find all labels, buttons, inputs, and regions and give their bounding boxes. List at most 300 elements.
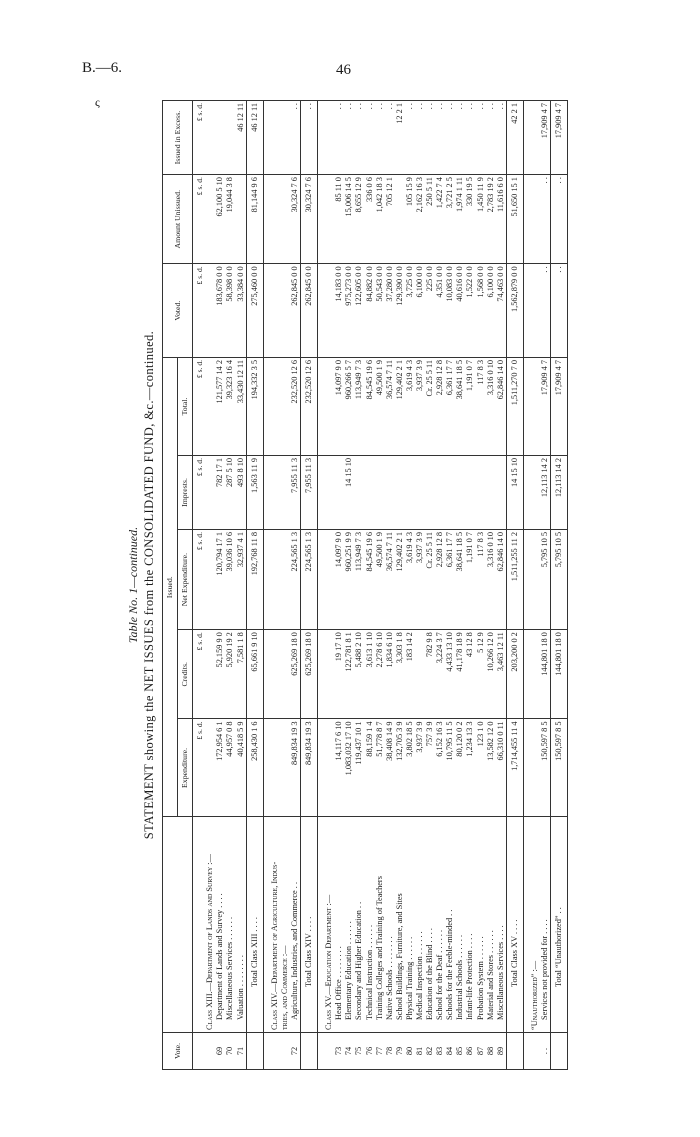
issued-in-excess-cell: . . — [486, 101, 496, 175]
issued-in-excess-cell: . . — [415, 101, 425, 175]
credits-cell: 4,433 13 10 — [445, 630, 455, 719]
voted-cell: 1,522 0 0 — [465, 264, 475, 358]
total-cell — [280, 357, 290, 455]
credits-cell: 19 17 10 — [334, 630, 344, 719]
description-cell: Department of Lands and Survey . . . . — [215, 817, 225, 1033]
table-body — [193, 101, 568, 1070]
issued-in-excess-cell: 17,909 4 7 — [540, 101, 551, 175]
expenditure-cell: 6,152 16 3 — [435, 719, 445, 817]
credits-cell — [205, 630, 215, 719]
table-title: Table No. 1—continued. — [126, 526, 140, 644]
header-vote: Vote. — [163, 1032, 193, 1069]
issued-in-excess-cell: 42 2 1 — [506, 101, 523, 175]
description-cell: Material and Stores . . . . . . — [486, 817, 496, 1033]
vote-cell: 80 — [405, 1032, 415, 1069]
description-cell: Education of the Blind . . . . — [425, 817, 435, 1033]
vote-cell: 86 — [465, 1032, 475, 1069]
voted-cell: . . — [540, 264, 551, 358]
expenditure-cell: 3,937 3 9 — [415, 719, 425, 817]
total-cell: 2,928 12 8 — [435, 357, 445, 455]
imprests-cell: 12,113 14 2 — [540, 455, 551, 529]
description-cell: Training Colleges and Training of Teachers — [375, 817, 385, 1033]
voted-cell: 6,100 0 0 — [415, 264, 425, 358]
vote-cell: 83 — [435, 1032, 445, 1069]
total-cell — [530, 357, 540, 455]
vote-cell: 69 — [215, 1032, 225, 1069]
imprests-cell — [465, 455, 475, 529]
voted-cell: 37,280 0 0 — [385, 264, 395, 358]
issued-in-excess-cell: . . — [445, 101, 455, 175]
issued-in-excess-cell: . . — [476, 101, 486, 175]
amount-unissued-cell: 51,650 15 1 — [506, 175, 523, 264]
imprests-cell: 14 15 10 — [506, 455, 523, 529]
vote-cell: 73 — [334, 1032, 344, 1069]
total-row — [301, 101, 318, 1070]
vote-cell: . . — [540, 1032, 551, 1069]
units-cell: £ s. d. — [193, 357, 206, 455]
expenditure-cell: 40,418 5 9 — [236, 719, 247, 817]
total-cell: 49,500 1 9 — [375, 357, 385, 455]
amount-unissued-cell — [236, 175, 247, 264]
total-row — [246, 101, 263, 1070]
imprests-cell — [324, 455, 334, 529]
expenditure-cell: 10,795 11 5 — [445, 719, 455, 817]
voted-cell: 40,616 0 0 — [455, 264, 465, 358]
voted-cell: 50,543 0 0 — [375, 264, 385, 358]
voted-cell: 58,398 0 0 — [225, 264, 235, 358]
section-heading-row — [280, 101, 290, 1070]
voted-cell: 122,605 0 0 — [354, 264, 364, 358]
net-expenditure-cell — [270, 530, 280, 630]
net-expenditure-cell: 32,937 4 1 — [236, 530, 247, 630]
imprests-cell — [375, 455, 385, 529]
issued-in-excess-cell: . . — [365, 101, 375, 175]
description-cell: Native Schools . . . . . . . . — [385, 817, 395, 1033]
total-cell: 36,574 7 11 — [385, 357, 395, 455]
total-row — [506, 101, 523, 1070]
net-expenditure-cell — [205, 530, 215, 630]
credits-cell: 43 12 8 — [465, 630, 475, 719]
imprests-cell — [425, 455, 435, 529]
voted-cell: 183,678 0 0 — [215, 264, 225, 358]
total-cell: 62,846 14 0 — [496, 357, 507, 455]
amount-unissued-cell: 30,324 7 6 — [301, 175, 318, 264]
amount-unissued-cell: 2,783 19 2 — [486, 175, 496, 264]
net-expenditure-cell: 117 8 3 — [476, 530, 486, 630]
expenditure-cell: 80,120 0 2 — [455, 719, 465, 817]
description-cell: Services not provided for . . . . — [540, 817, 551, 1033]
vote-cell: 84 — [445, 1032, 455, 1069]
table-row — [395, 101, 405, 1070]
total-cell: 3,316 0 10 — [486, 357, 496, 455]
amount-unissued-cell: 85 11 0 — [334, 175, 344, 264]
vote-cell: 81 — [415, 1032, 425, 1069]
credits-cell — [415, 630, 425, 719]
description-cell: Medical Inspection . . . . . . — [415, 817, 425, 1033]
issued-in-excess-cell: 17,909 4 7 — [551, 101, 568, 175]
expenditure-cell: 1,714,455 11 4 — [506, 719, 523, 817]
issued-in-excess-cell: . . — [425, 101, 435, 175]
amount-unissued-cell: 11,616 6 0 — [496, 175, 507, 264]
amount-unissued-cell: 336 0 6 — [365, 175, 375, 264]
issued-in-excess-cell: 12 2 1 — [395, 101, 405, 175]
expenditure-cell: 119,437 10 1 — [354, 719, 364, 817]
imprests-cell — [280, 455, 290, 529]
total-cell: 14,097 9 0 — [334, 357, 344, 455]
total-cell: 232,520 12 6 — [301, 357, 318, 455]
imprests-cell — [445, 455, 455, 529]
units-row — [193, 101, 206, 1070]
amount-unissued-cell: 62,100 5 10 — [215, 175, 225, 264]
voted-cell: 6,100 0 0 — [486, 264, 496, 358]
vote-cell — [301, 1032, 318, 1069]
vote-cell — [246, 1032, 263, 1069]
issued-in-excess-cell: . . — [385, 101, 395, 175]
total-cell: 3,619 4 3 — [405, 357, 415, 455]
credits-cell — [270, 630, 280, 719]
voted-cell: 33,384 0 0 — [236, 264, 247, 358]
credits-cell: 144,801 18 0 — [540, 630, 551, 719]
issued-in-excess-cell: . . — [465, 101, 475, 175]
vote-cell: 77 — [375, 1032, 385, 1069]
net-expenditure-cell: 1,511,255 11 2 — [506, 530, 523, 630]
table-row — [540, 101, 551, 1070]
issued-in-excess-cell — [215, 101, 225, 175]
total-cell: 1,191 0 7 — [465, 357, 475, 455]
net-expenditure-cell — [530, 530, 540, 630]
expenditure-cell: 172,954 6 1 — [215, 719, 225, 817]
vote-cell — [324, 1032, 334, 1069]
table-row — [236, 101, 247, 1070]
net-expenditure-cell: 129,402 2 1 — [395, 530, 405, 630]
credits-cell: 625,269 18 0 — [290, 630, 301, 719]
voted-cell — [530, 264, 540, 358]
expenditure-cell: 14,117 6 10 — [334, 719, 344, 817]
voted-cell: 4,351 0 0 — [435, 264, 445, 358]
vote-cell: 71 — [236, 1032, 247, 1069]
voted-cell: 129,390 0 0 — [395, 264, 405, 358]
voted-cell — [324, 264, 334, 358]
issued-in-excess-cell: . . — [455, 101, 465, 175]
credits-cell: 2,278 6 10 — [375, 630, 385, 719]
imprests-cell: 7,955 11 3 — [301, 455, 318, 529]
description-cell: Probation System . . . . . . — [476, 817, 486, 1033]
net-expenditure-cell: 84,545 19 6 — [365, 530, 375, 630]
description-cell: Valuation . . . . . . . . — [236, 817, 247, 1033]
voted-cell — [280, 264, 290, 358]
total-cell: 194,332 3 5 — [246, 357, 263, 455]
voted-cell: 84,882 0 0 — [365, 264, 375, 358]
issued-in-excess-cell: 46 12 11 — [236, 101, 247, 175]
imprests-cell — [530, 455, 540, 529]
credits-cell: 5,488 2 10 — [354, 630, 364, 719]
amount-unissued-cell: 105 15 9 — [405, 175, 415, 264]
expenditure-cell: 123 1 0 — [476, 719, 486, 817]
table-row — [465, 101, 475, 1070]
issued-in-excess-cell: . . — [354, 101, 364, 175]
imprests-cell — [405, 455, 415, 529]
net-expenditure-cell: 3,937 3 9 — [415, 530, 425, 630]
voted-cell: 225 0 0 — [425, 264, 435, 358]
header-issued: Issued. — [163, 357, 178, 816]
amount-unissued-cell: 19,044 3 8 — [225, 175, 235, 264]
description-cell: Miscellaneous Services . . . . . . — [225, 817, 235, 1033]
vote-cell — [270, 1032, 280, 1069]
header-imprests: Imprests. — [178, 455, 193, 529]
imprests-cell — [476, 455, 486, 529]
imprests-cell — [395, 455, 405, 529]
table-row — [455, 101, 465, 1070]
table-row — [385, 101, 395, 1070]
issued-in-excess-cell: . . — [435, 101, 445, 175]
header-voted: Voted. — [163, 264, 193, 358]
imprests-cell: 493 8 10 — [236, 455, 247, 529]
imprests-cell: 7,955 11 3 — [290, 455, 301, 529]
page-number: 46 — [336, 62, 351, 78]
expenditure-cell: 1,083,032 17 10 — [344, 719, 354, 817]
voted-cell: 275,460 0 0 — [246, 264, 263, 358]
voted-cell: 262,845 0 0 — [290, 264, 301, 358]
description-cell: Agriculture, Industries, and Commerce . . — [290, 817, 301, 1033]
statement-title: STATEMENT showing the NET ISSUES from the CONSOLIDATED FUND, &c.—continued. — [142, 330, 156, 840]
amount-unissued-cell — [280, 175, 290, 264]
table-row — [486, 101, 496, 1070]
credits-cell: 3,613 1 10 — [365, 630, 375, 719]
amount-unissued-cell: 30,324 7 6 — [290, 175, 301, 264]
vote-cell: 78 — [385, 1032, 395, 1069]
issued-in-excess-cell: 46 12 11 — [246, 101, 263, 175]
net-expenditure-cell: 960,251 9 9 — [344, 530, 354, 630]
issued-in-excess-cell — [324, 101, 334, 175]
voted-cell: 10,083 0 0 — [445, 264, 455, 358]
amount-unissued-cell — [530, 175, 540, 264]
net-expenditure-cell: 39,036 10 6 — [225, 530, 235, 630]
printer-mark: ς — [95, 95, 100, 109]
description-cell: “Unauthorized” :— — [530, 817, 540, 1033]
table-row — [425, 101, 435, 1070]
description-cell: Physical Training . . . . . . — [405, 817, 415, 1033]
issued-in-excess-cell — [270, 101, 280, 175]
total-cell: 1,511,270 7 0 — [506, 357, 523, 455]
total-cell: 113,949 7 3 — [354, 357, 364, 455]
voted-cell: . . — [551, 264, 568, 358]
net-expenditure-cell: 113,949 7 3 — [354, 530, 364, 630]
credits-cell: 3,224 3 7 — [435, 630, 445, 719]
units-cell: £ s. d. — [193, 264, 206, 358]
credits-cell — [530, 630, 540, 719]
table-row — [344, 101, 354, 1070]
imprests-cell — [486, 455, 496, 529]
units-cell: £ s. d. — [193, 719, 206, 817]
issued-in-excess-cell — [280, 101, 290, 175]
imprests-cell: 14 15 10 — [344, 455, 354, 529]
net-expenditure-cell: 36,574 7 11 — [385, 530, 395, 630]
vote-cell: 87 — [476, 1032, 486, 1069]
net-expenditure-cell: 6,361 17 7 — [445, 530, 455, 630]
total-cell: 121,577 14 2 — [215, 357, 225, 455]
total-cell: 117 8 3 — [476, 357, 486, 455]
issued-in-excess-cell — [530, 101, 540, 175]
table-row — [445, 101, 455, 1070]
net-expenditure-cell: 49,500 1 9 — [375, 530, 385, 630]
credits-cell: 122,781 8 1 — [344, 630, 354, 719]
amount-unissued-cell — [324, 175, 334, 264]
expenditure-cell — [324, 719, 334, 817]
vote-cell: 79 — [395, 1032, 405, 1069]
credits-cell: 782 9 8 — [425, 630, 435, 719]
description-cell: Head Office . . . . . . . . — [334, 817, 344, 1033]
issued-in-excess-cell — [225, 101, 235, 175]
total-cell — [270, 357, 280, 455]
expenditure-cell: 88,159 1 4 — [365, 719, 375, 817]
issued-in-excess-cell: . . — [301, 101, 318, 175]
table-row — [415, 101, 425, 1070]
credits-cell: 5 12 9 — [476, 630, 486, 719]
table-row — [375, 101, 385, 1070]
expenditure-cell — [530, 719, 540, 817]
expenditure-cell — [205, 719, 215, 817]
section-heading-row — [205, 101, 215, 1070]
amount-unissued-cell: 250 5 11 — [425, 175, 435, 264]
imprests-cell — [385, 455, 395, 529]
imprests-cell: 287 5 10 — [225, 455, 235, 529]
description-cell: Total Class XIV . . . . — [301, 817, 318, 1033]
imprests-cell: 12,113 14 2 — [551, 455, 568, 529]
vote-cell: 89 — [496, 1032, 507, 1069]
vote-cell: 70 — [225, 1032, 235, 1069]
expenditure-cell: 66,310 0 11 — [496, 719, 507, 817]
table-row — [435, 101, 445, 1070]
net-expenditure-cell: 5,795 10 5 — [540, 530, 551, 630]
expenditure-cell — [280, 719, 290, 817]
amount-unissued-cell — [395, 175, 405, 264]
header-net-expenditure: Net Expenditure. — [178, 530, 193, 630]
credits-cell: 183 14 2 — [405, 630, 415, 719]
imprests-cell — [435, 455, 445, 529]
expenditure-cell: 51,778 8 7 — [375, 719, 385, 817]
total-cell — [205, 357, 215, 455]
vote-cell: 75 — [354, 1032, 364, 1069]
credits-cell: 203,200 0 2 — [506, 630, 523, 719]
net-expenditure-cell — [324, 530, 334, 630]
vote-cell: 76 — [365, 1032, 375, 1069]
header-expenditure: Expenditure. — [178, 719, 193, 817]
expenditure-cell: 38,408 14 9 — [385, 719, 395, 817]
amount-unissued-cell — [270, 175, 280, 264]
description-cell: School Buildings, Furniture, and Sites — [395, 817, 405, 1033]
voted-cell: 3,725 0 0 — [405, 264, 415, 358]
amount-unissued-cell: . . — [551, 175, 568, 264]
net-expenditure-cell: 192,768 11 8 — [246, 530, 263, 630]
total-row — [551, 101, 568, 1070]
amount-unissued-cell: 1,450 11 9 — [476, 175, 486, 264]
amount-unissued-cell: 330 19 5 — [465, 175, 475, 264]
imprests-cell: 782 17 1 — [215, 455, 225, 529]
table-row — [405, 101, 415, 1070]
imprests-cell — [455, 455, 465, 529]
table-row — [354, 101, 364, 1070]
expenditure-cell: 1,234 13 3 — [465, 719, 475, 817]
credits-cell: 3,463 12 11 — [496, 630, 507, 719]
description-cell: Technical Instruction . . . . . . — [365, 817, 375, 1033]
expenditure-cell: 150,597 8 5 — [540, 719, 551, 817]
vote-cell: 72 — [290, 1032, 301, 1069]
table-row — [365, 101, 375, 1070]
issued-in-excess-cell: . . — [290, 101, 301, 175]
description-cell: Total Class XIII . . . . — [246, 817, 263, 1033]
total-cell: 33,430 12 11 — [236, 357, 247, 455]
header-total: Total. — [178, 357, 193, 455]
amount-unissued-cell: 81,144 9 6 — [246, 175, 263, 264]
units-cell: £ s. d. — [193, 175, 206, 264]
amount-unissued-cell: 1,042 18 3 — [375, 175, 385, 264]
amount-unissued-cell: 1,422 7 4 — [435, 175, 445, 264]
net-expenditure-cell: Cr. 25 5 11 — [425, 530, 435, 630]
imprests-cell — [205, 455, 215, 529]
amount-unissued-cell: 705 12 1 — [385, 175, 395, 264]
issued-in-excess-cell: . . — [334, 101, 344, 175]
amount-unissued-cell: 15,006 14 5 — [344, 175, 354, 264]
amount-unissued-cell: 1,974 1 11 — [455, 175, 465, 264]
amount-unissued-cell: . . — [540, 175, 551, 264]
section-heading-row — [270, 101, 280, 1070]
vote-cell: 74 — [344, 1032, 354, 1069]
expenditure-cell: 849,834 19 3 — [290, 719, 301, 817]
description-cell: Industrial Schools . . . . . . — [455, 817, 465, 1033]
amount-unissued-cell — [205, 175, 215, 264]
vote-cell — [551, 1032, 568, 1069]
issued-in-excess-cell — [205, 101, 215, 175]
description-cell: Schools for the Feeble-minded . . — [445, 817, 455, 1033]
description-cell: Total “Unauthorized” . . — [551, 817, 568, 1033]
voted-cell: 262,845 0 0 — [301, 264, 318, 358]
expenditure-cell — [270, 719, 280, 817]
table-row — [334, 101, 344, 1070]
total-cell: Cr. 25 5 11 — [425, 357, 435, 455]
expenditure-cell: 13,582 12 0 — [486, 719, 496, 817]
total-cell: 38,641 18 5 — [455, 357, 465, 455]
description-cell: School for the Deaf . . . . . . — [435, 817, 445, 1033]
expenditure-cell: 849,834 19 3 — [301, 719, 318, 817]
credits-cell: 65,661 9 10 — [246, 630, 263, 719]
credits-cell: 625,269 18 0 — [301, 630, 318, 719]
description-cell: Elementary Education . . . . . . — [344, 817, 354, 1033]
voted-cell: 74,463 0 0 — [496, 264, 507, 358]
description-cell: tries, and Commerce :— — [280, 817, 290, 1033]
total-cell: 6,361 17 7 — [445, 357, 455, 455]
amount-unissued-cell: 3,721 2 5 — [445, 175, 455, 264]
net-expenditure-cell: 224,565 1 3 — [290, 530, 301, 630]
table-row — [225, 101, 235, 1070]
net-issues-table — [162, 100, 568, 1070]
issued-in-excess-cell: . . — [496, 101, 507, 175]
voted-cell: 1,562,879 0 0 — [506, 264, 523, 358]
credits-cell: 5,920 19 2 — [225, 630, 235, 719]
credits-cell — [324, 630, 334, 719]
total-cell: 232,520 12 6 — [290, 357, 301, 455]
header-issued-in-excess: Issued in Excess. — [163, 101, 193, 175]
table-row — [215, 101, 225, 1070]
units-cell: £ s. d. — [193, 455, 206, 529]
expenditure-cell: 757 3 9 — [425, 719, 435, 817]
issued-in-excess-cell: . . — [344, 101, 354, 175]
vote-cell: 88 — [486, 1032, 496, 1069]
issued-in-excess-cell: . . — [405, 101, 415, 175]
net-expenditure-cell: 3,316 0 10 — [486, 530, 496, 630]
imprests-cell — [365, 455, 375, 529]
total-cell — [324, 357, 334, 455]
net-expenditure-cell: 1,191 0 7 — [465, 530, 475, 630]
